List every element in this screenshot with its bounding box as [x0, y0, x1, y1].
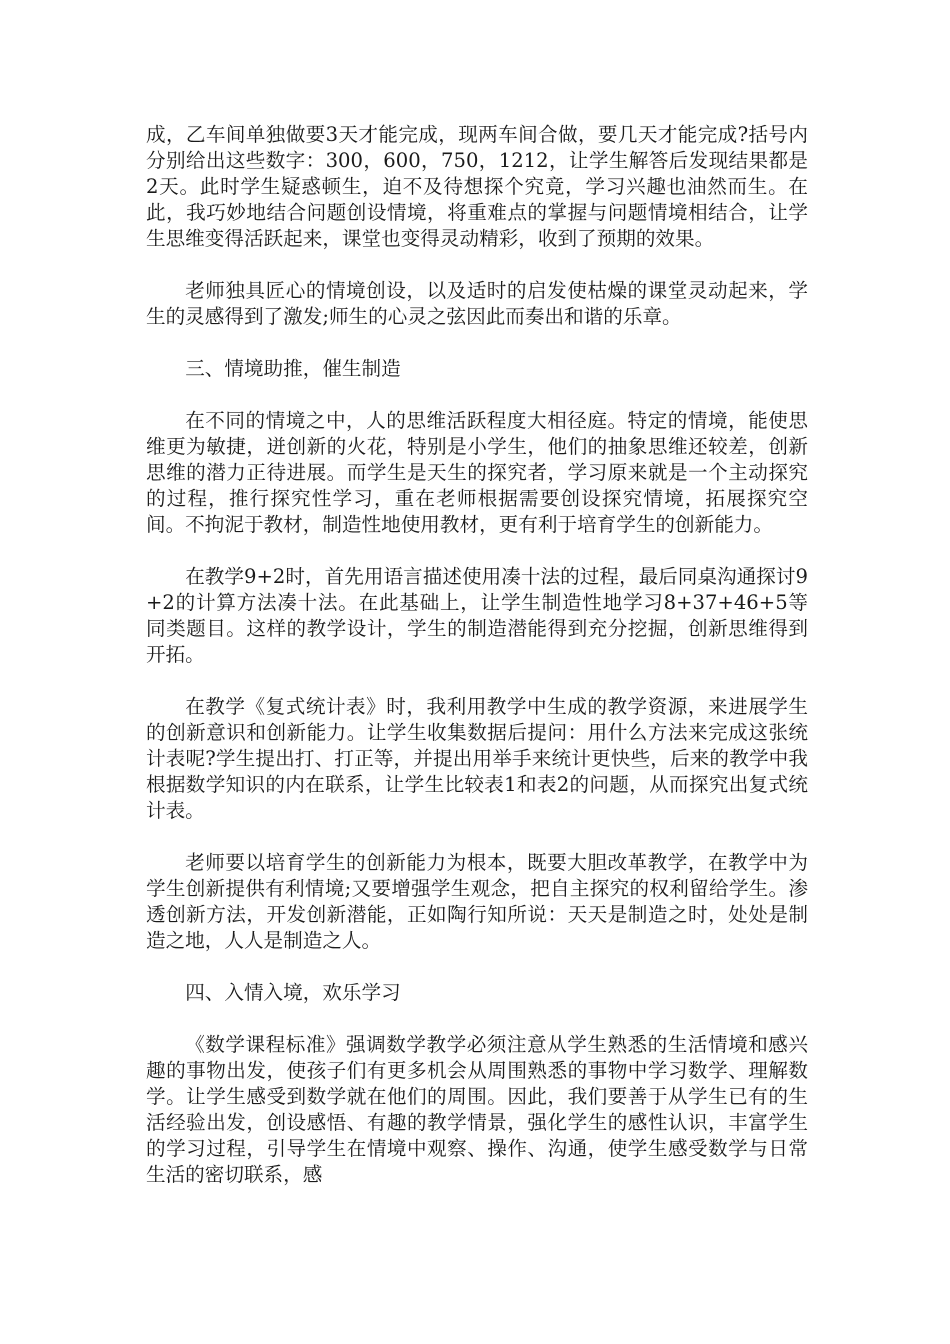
paragraph-innovation-ability: 老师要以培育学生的创新能力为根本，既要大胆改革教学，在教学中为学生创新提供有利情境;又要增强学生观念，把自主探究的权利留给学生。渗透创新方法，开发创新潜能，正如陶行知所说：天天是制造之时，处处是制造之地，人人是制造之人。: [146, 851, 808, 952]
paragraph-curriculum-standard: 《数学课程标准》强调数学教学必须注意从学生熟悉的生活情境和感兴趣的事物出发，使孩子们有更多机会从周围熟悉的事物中学习数学、理解数学。让学生感受到数学就在他们的周围。因此，我们要善于从学生已有的生活经验出发，创设感悟、有趣的教学情景，强化学生的感性认识，丰富学生的学习过程，引导学生在情境中观察、操作、沟通，使学生感受数学与日常生活的密切联系，感: [146, 1033, 808, 1186]
document-page: [146, 122, 808, 1214]
paragraph-compound-table: 在教学《复式统计表》时，我利用教学中生成的教学资源，来进展学生的创新意识和创新能力。让学生收集数据后提问：用什么方法来完成这张统计表呢?学生提出打、打正等，并提出用举手来统计更快些，后来的教学中我根据数学知识的内在联系，让学生比较表1和表2的问题，从而探究出复式统计表。: [146, 695, 808, 822]
paragraph-make-ten-method: 在教学9+2时，首先用语言描述使用凑十法的过程，最后同桌沟通探讨9+2的计算方法凑十法。在此基础上，让学生制造性地学习8+37+46+5等同类题目。这样的教学设计，学生的制造潜能得到充分挖掘，创新思维得到开拓。: [146, 565, 808, 666]
paragraph-thinking-activity: 在不同的情境之中，人的思维活跃程度大相径庭。特定的情境，能使思维更为敏捷，迸创新的火花，特别是小学生，他们的抽象思维还较差，创新思维的潜力正待进展。而学生是天生的探究者，学习原来就是一个主动探究的过程，推行探究性学习，重在老师根据需要创设探究情境，拓展探究空间。不拘泥于教材，制造性地使用教材，更有利于培育学生的创新能力。: [146, 409, 808, 536]
section-heading-three: 三、情境助推，催生制造: [185, 357, 401, 380]
section-heading-four: 四、入情入境，欢乐学习: [185, 981, 401, 1004]
paragraph-teacher-creativity: 老师独具匠心的情境创设，以及适时的启发使枯燥的课堂灵动起来，学生的灵感得到了激发;师生的心灵之弦因此而奏出和谐的乐章。: [146, 279, 808, 328]
paragraph-continuation: 成，乙车间单独做要3天才能完成，现两车间合做，要几天才能完成?括号内分别给出这些数字：300，600，750，1212，让学生解答后发现结果都是2天。此时学生疑惑顿生，迫不及待想探个究竟，学习兴趣也油然而生。在此，我巧妙地结合问题创设情境，将重难点的掌握与问题情境相结合，让学生思维变得活跃起来，课堂也变得灵动精彩，收到了预期的效果。: [146, 123, 808, 250]
